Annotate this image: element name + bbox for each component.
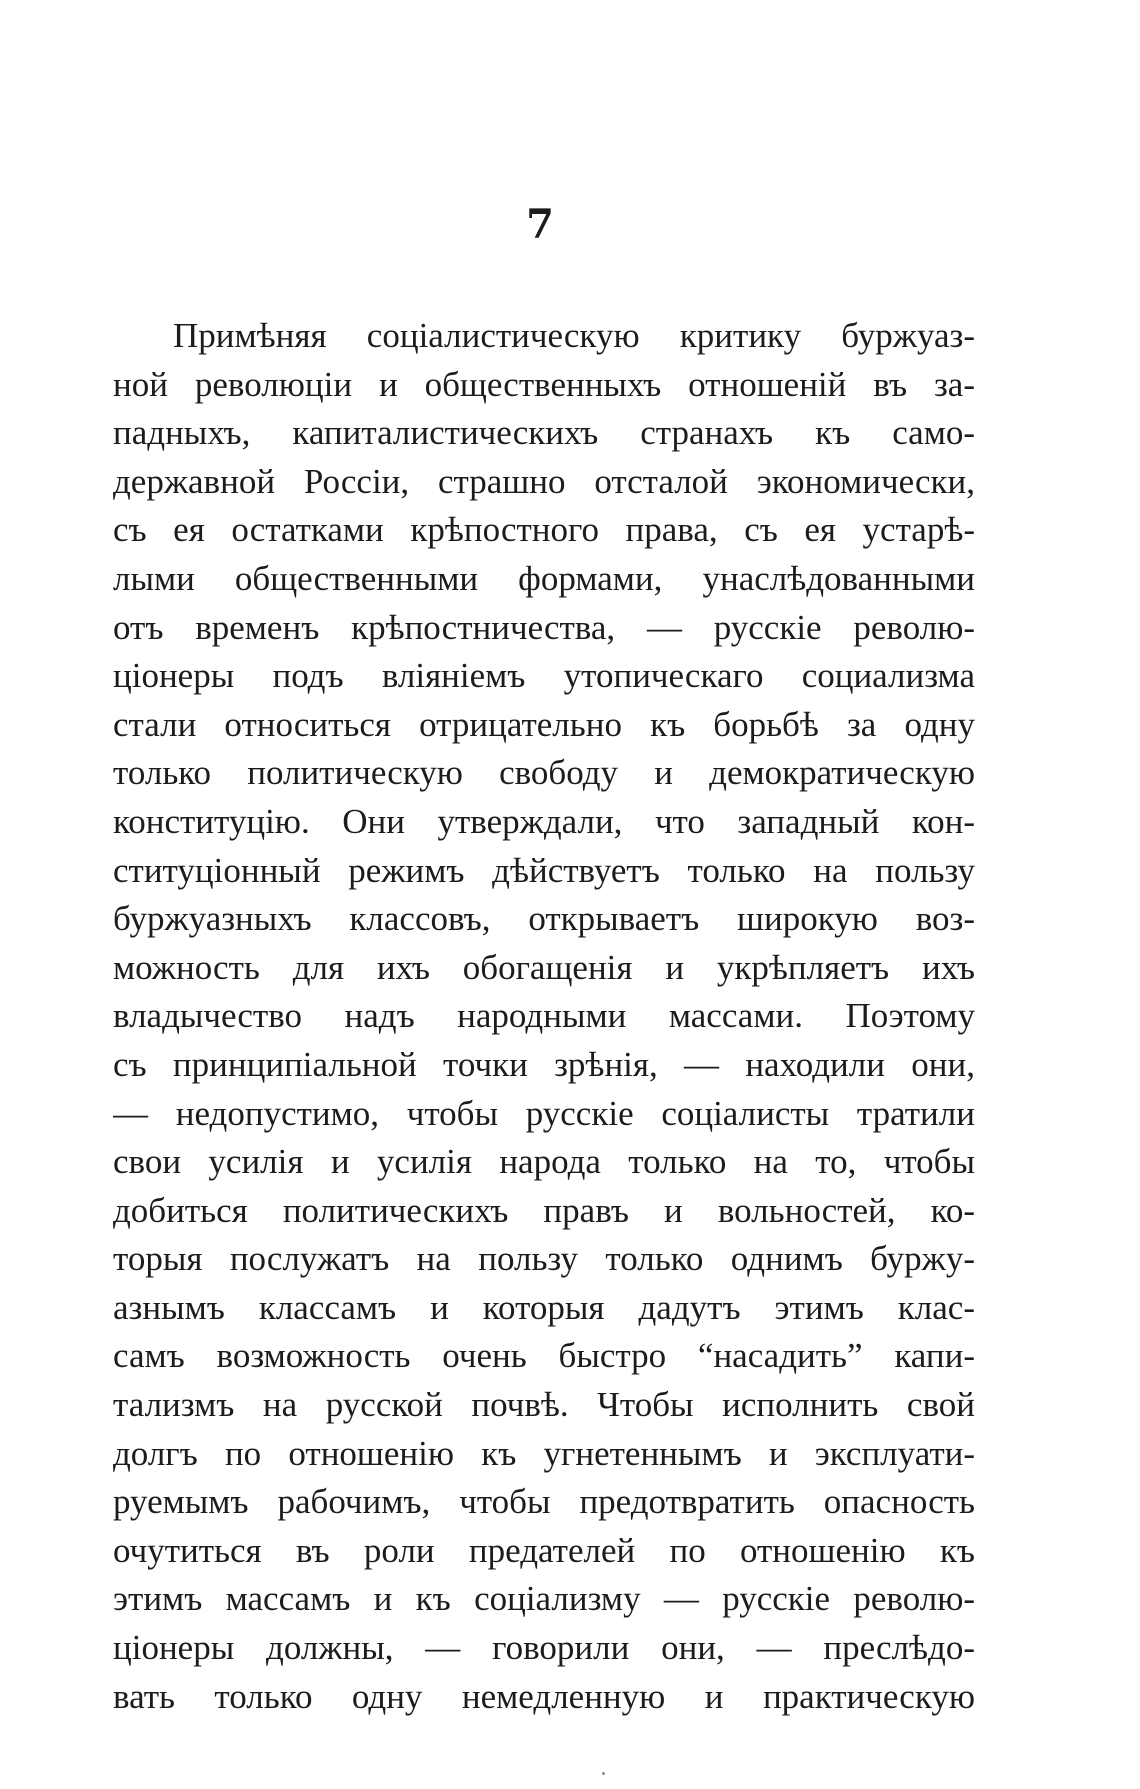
text-line: стали относиться отрицательно къ борьбѣ за одну xyxy=(113,704,975,744)
text-line: ной революціи и общественныхъ отношеній въ за- xyxy=(113,364,975,404)
text-line: съ ея остатками крѣпостного права, съ ея устарѣ- xyxy=(113,510,975,550)
text-line: свои усилія и усилія народа только на то, чтобы xyxy=(113,1142,975,1182)
text-line: съ принципіальной точки зрѣнія, — находили они, xyxy=(113,1044,975,1084)
text-line: руемымъ рабочимъ, чтобы предотвратить опасность xyxy=(113,1482,975,1522)
page-number: 7 xyxy=(526,201,554,248)
text-line: самъ возможность очень быстро “насадить” капи- xyxy=(113,1336,975,1376)
text-line: конституцію. Они утверждали, что западный кон- xyxy=(113,801,975,841)
scan-speck xyxy=(602,1772,605,1775)
text-line: Примѣняя соціалистическую критику буржуаз- xyxy=(173,316,975,355)
text-line: этимъ массамъ и къ соціализму — русскіе револю- xyxy=(113,1579,975,1619)
body-text xyxy=(113,312,975,1721)
text-line: только политическую свободу и демократическую xyxy=(113,753,975,793)
text-line: ціонеры подъ вліяніемъ утопическаго социализма xyxy=(113,656,975,696)
text-line: ціонеры должны, — говорили они, — преслѣдо- xyxy=(113,1628,975,1668)
text-line: очутиться въ роли предателей по отношенію къ xyxy=(113,1530,975,1570)
text-line: добиться политическихъ правъ и вольностей, ко- xyxy=(113,1190,975,1230)
text-line: буржуазныхъ классовъ, открываетъ широкую воз- xyxy=(113,899,975,939)
text-line: — недопустимо, чтобы русскіе соціалисты тратили xyxy=(113,1093,975,1133)
text-line: можность для ихъ обогащенія и укрѣпляетъ ихъ xyxy=(113,947,975,987)
text-line: тализмъ на русской почвѣ. Чтобы исполнить свой xyxy=(113,1385,975,1425)
text-line: отъ временъ крѣпостничества, — русскіе револю- xyxy=(113,607,975,647)
text-line: долгъ по отношенію къ угнетеннымъ и эксплуати- xyxy=(113,1433,975,1473)
text-line: азнымъ классамъ и которыя дадутъ этимъ клас- xyxy=(113,1287,975,1327)
text-line: торыя послужатъ на пользу только однимъ буржу- xyxy=(113,1239,975,1279)
text-line: падныхъ, капиталистическихъ странахъ къ само- xyxy=(113,413,975,453)
text-line: лыми общественными формами, унаслѣдованными xyxy=(113,558,975,598)
text-line: вать только одну немедленную и практическую xyxy=(113,1676,975,1716)
text-line: державной Россіи, страшно отсталой экономически, xyxy=(113,461,975,501)
text-line: ституціонный режимъ дѣйствуетъ только на пользу xyxy=(113,850,975,890)
text-line: владычество надъ народными массами. Поэтому xyxy=(113,996,975,1036)
